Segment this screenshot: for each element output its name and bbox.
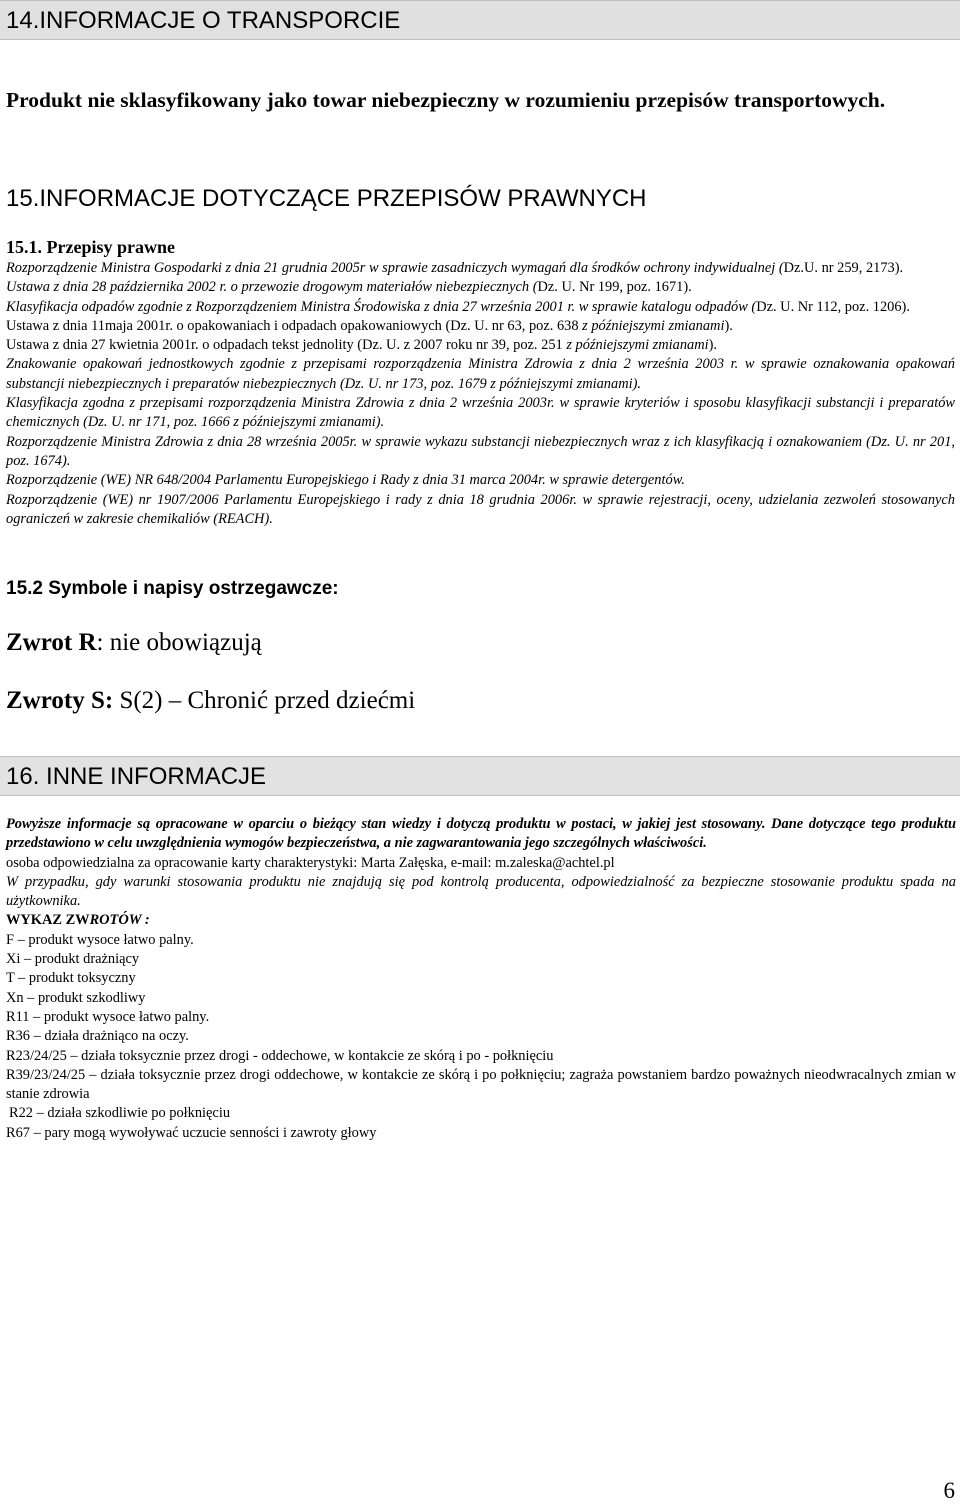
page-number: 6 [943, 1478, 955, 1503]
list-item: Xi – produkt drażniący [6, 951, 140, 968]
s-phrases-label: Zwroty S: [6, 687, 114, 714]
responsible-person: osoba odpowiedzialna za opracowanie karty charakterystyki: Marta Załęska, e-mail: m.zaleska@achtel.pl [6, 854, 615, 871]
regulation-item: Rozporządzenie Ministra Gospodarki z dnia 21 grudnia 2005r w sprawie zasadniczych wymagań dla środków ochrony indywidualnej (Dz.U. nr 259, 2173). [6, 260, 904, 276]
r-phrases-value: : nie obowiązują [96, 629, 262, 656]
r-phrases-line [6, 627, 262, 659]
section-14-header: 14.INFORMACJE O TRANSPORCIE [0, 0, 960, 40]
list-item: F – produkt wysoce łatwo palny. [6, 931, 194, 948]
regulation-item: Znakowanie opakowań jednostkowych zgodnie z przepisami rozporządzenia Ministra Zdrowia z dnia 2 września 2003 r. w sprawie oznakowania opakowań substancji niebezpiecznych i preparatów niebezpiecznych (Dz. U. nr 173, poz. 1679 z późniejszymi zmianami). [6, 356, 955, 392]
legal-regulations-list [6, 259, 955, 529]
regulation-item: Ustawa z dnia 27 kwietnia 2001r. o odpadach tekst jednolity (Dz. U. z 2007 roku nr 39, poz. 251 z późniejszymi zmianami). [6, 337, 718, 354]
regulation-item: Ustawa z dnia 11maja 2001r. o opakowaniach i odpadach opakowaniowych (Dz. U. nr 63, poz. 638 z późniejszymi zmianami). [6, 317, 733, 334]
section-15-header: 15.INFORMACJE DOTYCZĄCE PRZEPISÓW PRAWNYCH [6, 185, 647, 212]
r-phrases-label: Zwrot R [6, 629, 97, 656]
section-16-header: 16. INNE INFORMACJE [0, 756, 960, 796]
regulation-item: Rozporządzenie (WE) nr 1907/2006 Parlamentu Europejskiego i rady z dnia 18 grudnia 2006r. w sprawie rejestracji, oceny, udzielania zezwoleń stosowanych ograniczeń w zakresie chemikaliów (REACH). [6, 491, 955, 527]
list-item: T – produkt toksyczny [6, 970, 136, 987]
list-item: Xn – produkt szkodliwy [6, 989, 146, 1006]
list-item: R22 – działa szkodliwie po połknięciu [9, 1105, 231, 1122]
phrase-list-title: WYKAZ ZWROTÓW : [6, 912, 150, 929]
disclaimer-text: Powyższe informacje są opracowane w oparciu o bieżący stan wiedzy i dotyczą produktu w postaci, w jakiej jest stosowany. Dane dotyczące tego produktu przedstawiono w celu uwzględnienia wymogów bezpieczeństwa, a nie zagwarantowania jego szczególnych właściwości. [6, 816, 956, 852]
regulation-item: Rozporządzenie (WE) NR 648/2004 Parlamentu Europejskiego i Rady z dnia 31 marca 2004r. w sprawie detergentów. [6, 472, 685, 489]
list-item: R67 – pary mogą wywoływać uczucie senności i zawroty głowy [6, 1124, 377, 1141]
list-item: R11 – produkt wysoce łatwo palny. [6, 1008, 210, 1025]
regulation-item: Ustawa z dnia 28 października 2002 r. o przewozie drogowym materiałów niebezpiecznych (Dz. U. Nr 199, poz. 1671). [6, 279, 692, 296]
other-information [6, 815, 956, 1143]
list-item: R23/24/25 – działa toksycznie przez drogi - oddechowe, w kontakcie ze skórą i po - połknięciu [6, 1047, 554, 1064]
list-item: R39/23/24/25 – działa toksycznie przez drogi oddechowe, w kontakcie ze skórą i po połknięciu; zagraża powstaniem bardzo poważnych nieodwracalnych zmian w stanie zdrowia [6, 1066, 956, 1103]
s-phrases-value: S(2) – Chronić przed dziećmi [113, 687, 416, 714]
section-15-1-heading: 15.1. Przepisy prawne [6, 237, 175, 257]
regulation-item: Klasyfikacja odpadów zgodnie z Rozporządzeniem Ministra Środowiska z dnia 27 września 2001 r. w sprawie katalogu odpadów (Dz. U. Nr 112, poz. 1206). [6, 298, 910, 315]
s-phrases-line [6, 685, 415, 717]
regulation-item: Rozporządzenie Ministra Zdrowia z dnia 28 września 2005r. w sprawie wykazu substancji niebezpiecznych wraz z ich klasyfikacją i oznakowaniem (Dz. U. nr 201, poz. 1674). [6, 433, 955, 469]
section-15-2-heading: 15.2 Symbole i napisy ostrzegawcze: [6, 578, 339, 599]
liability-text: W przypadku, gdy warunki stosowania produktu nie znajdują się pod kontrolą producenta, odpowiedzialność za bezpieczne stosowanie produktu spada na użytkownika. [6, 873, 956, 910]
list-item: R36 – działa drażniąco na oczy. [6, 1028, 189, 1045]
regulation-item: Klasyfikacja zgodna z przepisami rozporządzenia Ministra Zdrowia z dnia 2 września 2003r. w sprawie kryteriów i sposobu klasyfikacji substancji i preparatów chemicznych (Dz. U. nr 171, poz. 1666 z późniejszymi zmianami). [6, 395, 955, 431]
transport-statement: Produkt nie sklasyfikowany jako towar niebezpieczny w rozumieniu przepisów transportowych. [6, 88, 886, 112]
